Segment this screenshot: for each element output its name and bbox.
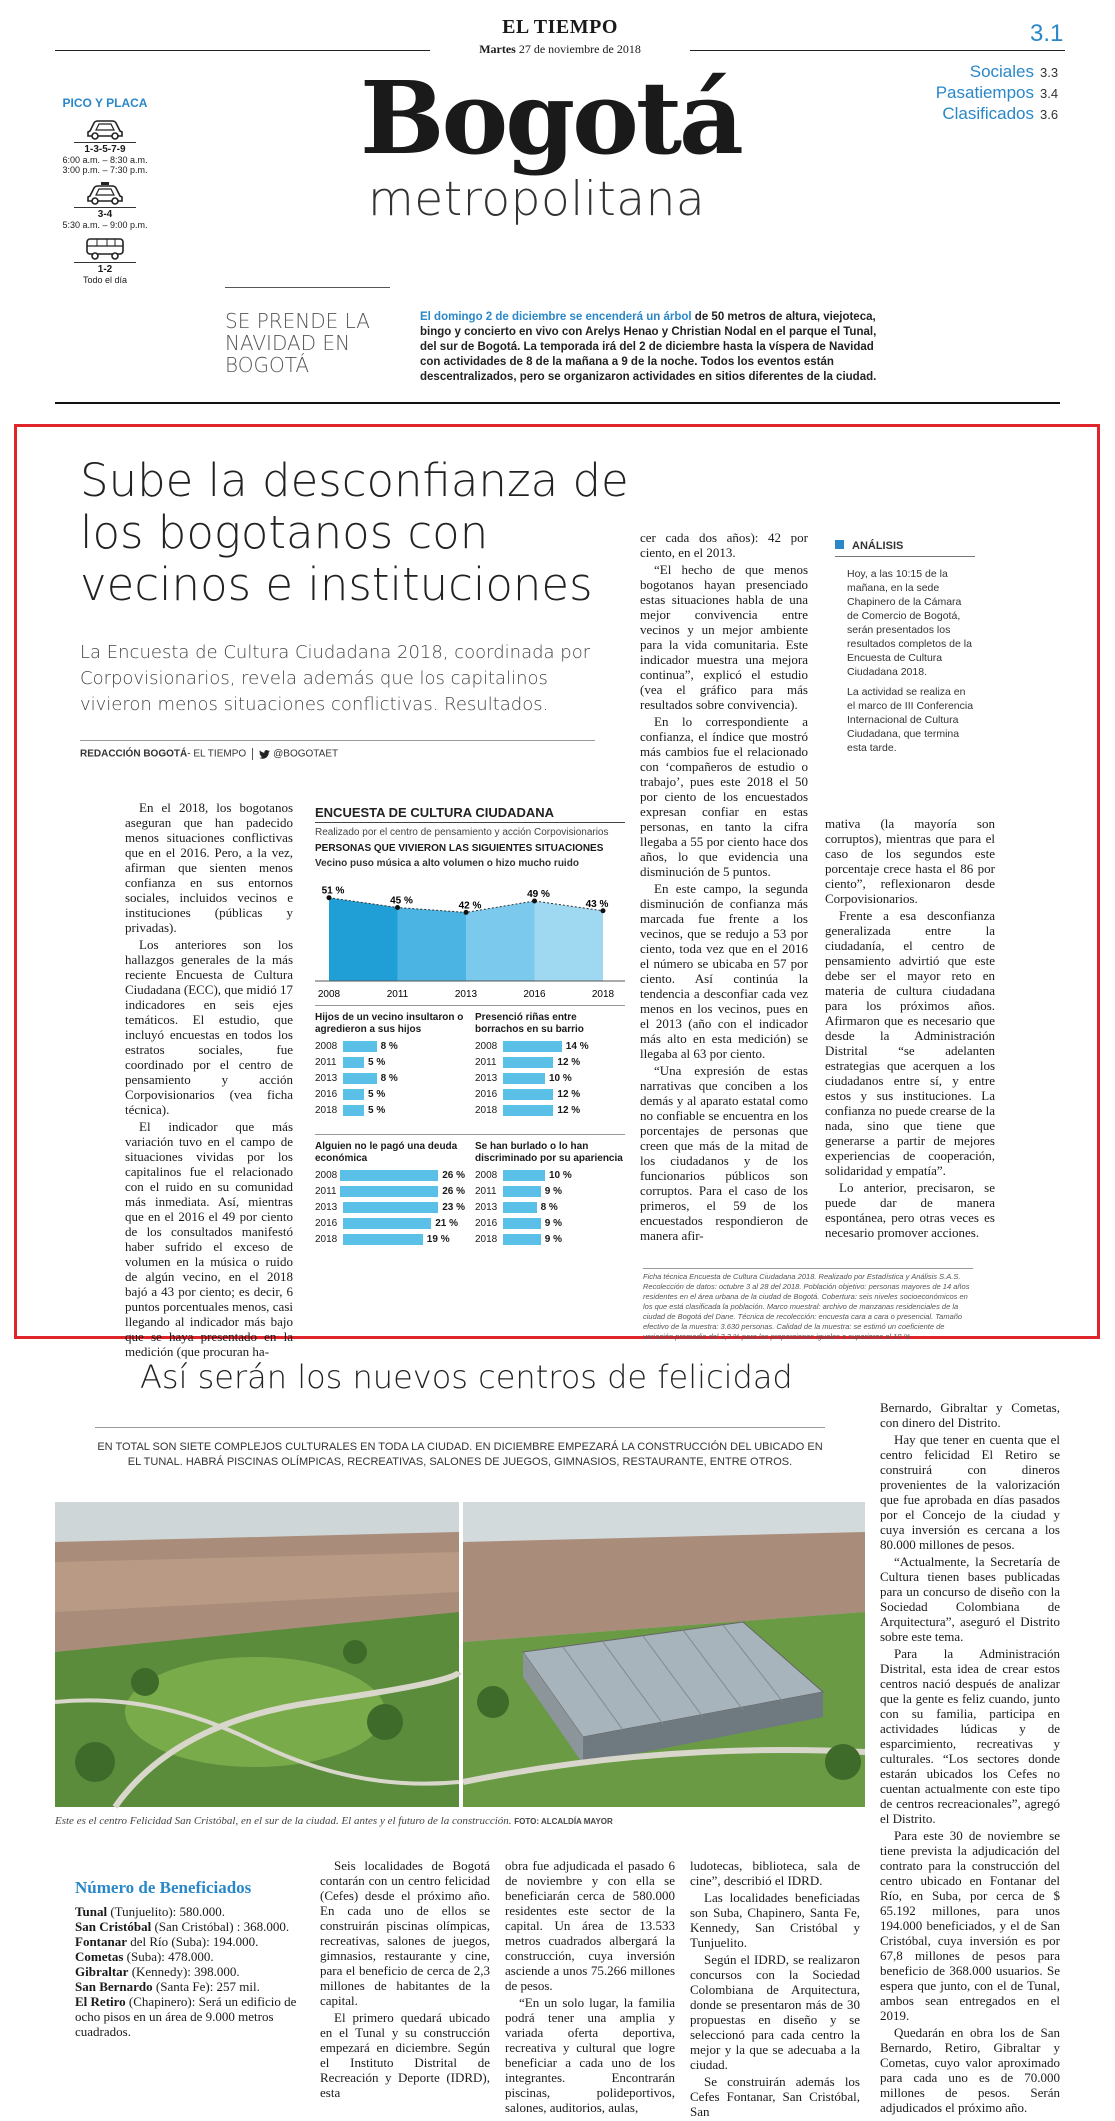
chart-series-title: Vecino puso música a alto volumen o hizo mucho ruido xyxy=(315,858,579,869)
beneficiary-row: San Cristóbal (San Cristóbal) : 368.000. xyxy=(75,1919,290,1934)
taxi-icon xyxy=(84,181,126,205)
bar-row xyxy=(475,1086,625,1102)
bar-row xyxy=(475,1183,625,1199)
promo-heading: SE PRENDE LA NAVIDAD EN BOGOTÁ xyxy=(225,309,370,377)
article-column xyxy=(640,530,808,1245)
bar-value-label: 8 % xyxy=(540,1201,558,1213)
category-label: 2013 xyxy=(475,1072,498,1084)
twitter-icon xyxy=(259,750,270,759)
article-deck: EN TOTAL SON SIETE COMPLEJOS CULTURALES EN TODA LA CIUDAD. EN DICIEMBRE EMPEZARÁ LA CONSTRUCCIÓN DEL UBICADO EN EL TUNAL. HABRÁ PISCINAS OLÍMPICAS, RECREATIVAS, SALONES DE JUEGOS, GIMNASIOS, RESTAURANTE, ENTRE OTROS. xyxy=(97,1441,823,1468)
bar-row xyxy=(475,1102,625,1118)
pyp-time: Todo el día xyxy=(82,275,128,285)
mini-chart-title: Presenció riñas entre borrachos en su barrio xyxy=(475,1012,584,1035)
paragraph: Las localidades beneficiadas son Suba, Chapinero, Santa Fe, Kennedy, San Cristóbal y Tunjuelito. xyxy=(690,1890,860,1950)
section-title: Bogotá xyxy=(360,59,741,177)
bar-value-label: 9 % xyxy=(544,1217,563,1229)
article-column xyxy=(320,1858,490,2102)
bar xyxy=(343,1105,364,1116)
bar xyxy=(343,1057,364,1068)
x-tick-label: 2008 xyxy=(317,989,341,1000)
bar-row xyxy=(315,1183,465,1199)
beneficiary-row: San Bernardo (Santa Fe): 257 mil. xyxy=(75,1979,260,1994)
pyp-time: 6:00 a.m. – 8:30 a.m. xyxy=(62,155,148,165)
bar-value-label: 12 % xyxy=(557,1088,581,1100)
x-tick-label: 2016 xyxy=(523,989,546,1000)
mini-bar-chart xyxy=(475,1012,625,1118)
bar xyxy=(503,1218,541,1229)
area-segment xyxy=(329,898,398,981)
bar-value-label: 12 % xyxy=(557,1056,581,1068)
beneficiaries-title: Número de Beneficiados xyxy=(75,1878,252,1897)
newspaper-brand: EL TIEMPO xyxy=(502,16,618,38)
deck-rule xyxy=(95,1427,825,1428)
bar xyxy=(343,1089,364,1100)
article-column xyxy=(690,1858,860,2121)
promo-text xyxy=(420,310,890,385)
data-label: 51 % xyxy=(321,885,345,897)
bar xyxy=(343,1041,377,1052)
pyp-plates: 1-2 xyxy=(74,262,136,275)
bar xyxy=(343,1234,423,1245)
paragraph: mativa (la mayoría son corruptos), mientras que para el caso de los segundos este porcentaje crece hasta el 86 por ciento”, reflexionaron desde Corpovisionarios. xyxy=(825,816,995,906)
bar-value-label: 8 % xyxy=(380,1040,398,1052)
bar-value-label: 5 % xyxy=(368,1056,386,1068)
category-label: 2016 xyxy=(315,1217,338,1229)
photo-credit: FOTO: ALCALDÍA MAYOR xyxy=(514,1817,613,1826)
chart-subtitle: Realizado por el centro de pensamiento y acción Corpovisionarios xyxy=(315,827,609,838)
section-subtitle: metropolitana xyxy=(368,172,706,227)
mini-bar-chart xyxy=(475,1141,625,1247)
beneficiary-row: Cometas (Suba): 478.000. xyxy=(75,1949,214,1964)
photo-caption: Este es el centro Felicidad San Cristóbal, en el sur de la ciudad. El antes y el futuro de la construcción. FOTO: ALCALDÍA MAYOR xyxy=(55,1815,613,1827)
byline xyxy=(80,748,338,760)
paragraph: Los anteriores son los hallazgos generales de la más reciente Encuesta de Cultura Ciudadana (ECC), que midió 17 indicadores en seis ejes temáticos. El estudio, que incluyó encuestas en todos los estratos sociales, fue coordinado por el centro de pensamiento y acción Corpovisionarios (vea ficha técnica). xyxy=(125,937,293,1117)
category-label: 2011 xyxy=(315,1185,337,1197)
bar-value-label: 26 % xyxy=(442,1169,465,1181)
pyp-time: 3:00 p.m. – 7:30 p.m. xyxy=(62,165,148,175)
byline-rule xyxy=(80,740,595,741)
category-label: 2011 xyxy=(475,1056,497,1068)
paragraph: “Una expresión de estas narrativas que conciben a los demás y al aparato estatal como no confiable se encuentra en los porcentajes de personas que creen que más de la mitad de los ciudadanos y de los funcionarios públicos son corruptos. Para el caso de los primeros, el 59 de los encuestados respondieron de manera afir- xyxy=(640,1063,808,1243)
bar-value-label: 14 % xyxy=(565,1040,589,1052)
beneficiary-row: Tunal (Tunjuelito): 580.000. xyxy=(75,1904,226,1919)
bar-value-label: 12 % xyxy=(557,1104,581,1116)
promo-body: de 50 metros de altura, viejoteca, bingo y concierto en vivo con Arelys Henao y Christian Nodal en el parque el Tunal, del sur de Bogotá. La temporada irá del 2 de diciembre hasta la víspera de Navidad con actividades de 8 de la mañana a 9 de la noche. Todos los eventos están descentralizados, pero se organizaron actividades en sitios diferentes de la ciudad. xyxy=(420,311,877,383)
category-label: 2011 xyxy=(475,1185,497,1197)
paragraph: “En un solo lugar, la familia podrá tener una amplia y variada oferta deportiva, recreativa y cultural que logre beneficiar a cada uno de los integrantes. Encontrarán piscinas, polideportivos, salones, auditorios, aulas, xyxy=(505,1995,675,2115)
paragraph: En lo correspondiente a confianza, el índice que mostró más cambios fue el relacionado con ‘compañeros de estudio o trabajo’, pues este 2018 el 50 por ciento de los encuestados expresan confiar en estas personas, en tanto la cifra llegaba a 55 por ciento hace dos años, lo que evidencia una disminución de 5 puntos. xyxy=(640,714,808,879)
promo-rule xyxy=(225,287,390,288)
paragraph: Bernardo, Gibraltar y Cometas, con dinero del Distrito. xyxy=(880,1400,1060,1430)
category-label: 2016 xyxy=(475,1088,498,1100)
paragraph: El indicador que más variación tuvo en el campo de situaciones vividas por los capitalinos fue el relacionado con el ruido en su comunidad más inmediata. Así, mientras que en el 2016 el 49 por ciento de los consultados manifestó haber sufrido el exceso de volumen en la música o ruido de algún vecino, en el 2018 bajó a 43 por ciento; es decir, 6 puntos porcentuales menos, casi llegando al indicador más bajo que se haya presentado en la medición (que procuran ha- xyxy=(125,1119,293,1359)
bar-row xyxy=(475,1231,625,1247)
category-label: 2016 xyxy=(315,1088,338,1100)
bar-row xyxy=(475,1054,625,1070)
beneficiary-row: Fontanar del Río (Suba): 194.000. xyxy=(75,1934,259,1949)
bar xyxy=(343,1218,431,1229)
bar-value-label: 9 % xyxy=(544,1185,563,1197)
page-number: 3.1 xyxy=(1030,20,1064,47)
paragraph: Se construirán además los Cefes Fontanar, San Cristóbal, San xyxy=(690,2074,860,2119)
paragraph: Lo anterior, precisaron, se puede dar de manera espontánea, pero otras veces es necesario promover acciones. xyxy=(825,1180,995,1240)
bar xyxy=(503,1170,545,1181)
data-label: 43 % xyxy=(585,898,609,910)
category-label: 2013 xyxy=(475,1201,498,1213)
section-link[interactable]: Sociales 3.3 xyxy=(969,62,1059,81)
byline-author: REDACCIÓN BOGOTÁ xyxy=(80,748,188,760)
bar-row xyxy=(315,1231,465,1247)
section-link[interactable]: Pasatiempos 3.4 xyxy=(935,83,1059,102)
analysis-paragraph: Hoy, a las 10:15 de la mañana, en la sede Chapinero de la Cámara de Comercio de Bogotá, serán presentados los resultados completos de la Encuesta de Cultura Ciudadana 2018. xyxy=(847,568,972,678)
bar-value-label: 21 % xyxy=(435,1217,458,1229)
x-tick-label: 2011 xyxy=(386,989,409,1000)
paragraph: “El hecho de que menos bogotanos hayan presenciado estas situaciones habla de una mejor convivencia entre vecinos y un mejor ambiente para la vida comunitaria. Este indicador muestra una mejora continua”, explicó el estudio (vea el gráfico para más resultados sobre convivencia). xyxy=(640,562,808,712)
mini-chart-title: Alguien no le pagó una deuda económica xyxy=(315,1141,458,1164)
bar-row xyxy=(475,1070,625,1086)
mini-bar-chart xyxy=(315,1012,465,1118)
category-label: 2016 xyxy=(475,1217,498,1229)
section-link[interactable]: Clasificados 3.6 xyxy=(942,104,1059,123)
square-bullet-icon xyxy=(835,540,844,549)
bar-row xyxy=(475,1199,625,1215)
paragraph: Según el IDRD, se realizaron concursos con la Sociedad Colombiana de Arquitectura, donde se presentaron más de 30 propuestas en diseño y se seleccionó para cada centro la mejor y la que se adecuaba a la ciudad. xyxy=(690,1952,860,2072)
category-label: 2018 xyxy=(475,1104,498,1116)
chart-section-heading: PERSONAS QUE VIVIERON LAS SIGUIENTES SITUACIONES xyxy=(315,843,604,854)
mini-bar-chart xyxy=(315,1141,465,1247)
chart-divider xyxy=(315,1134,625,1135)
category-label: 2018 xyxy=(475,1233,498,1245)
edition-date: Martes 27 de noviembre de 2018 xyxy=(479,42,641,56)
area-segment xyxy=(535,901,604,981)
bar-row xyxy=(475,1215,625,1231)
paragraph: Para la Administración Distrital, esta idea de crear estos centros nació después de analizar que la gente es feliz cuando, junto con su familia, participa en actividades lúdicas y de esparcimiento, recreativas y culturales. “Los sectores donde estarán ubicados los Cefes no cuentan actualmente con este tipo de centros recreacionales”, agregó el Distrito. xyxy=(880,1646,1060,1826)
pyp-time: 5:30 a.m. – 9:00 p.m. xyxy=(62,220,148,230)
bar xyxy=(343,1202,439,1213)
paragraph: Seis localidades de Bogotá contarán con un centro felicidad (Cefes) desde el próximo año. En cada uno de ellos se construirán piscinas olímpicas, recreativas, salones de juegos, gimnasios, restaurante y cine, para el beneficio de cerca de 2,3 millones de habitantes de la capital. xyxy=(320,1858,490,2008)
data-label: 42 % xyxy=(458,900,482,912)
article-headline: Sube la desconfianza de los bogotanos con vecinos e instituciones xyxy=(80,454,629,611)
bar-row xyxy=(315,1199,465,1215)
paragraph: ludotecas, biblioteca, sala de cine”, describió el IDRD. xyxy=(690,1858,860,1888)
bus-icon xyxy=(84,236,126,260)
paragraph: En este campo, la segunda disminución de confianza más marcada fue frente a los vecinos, que se redujo a 53 por ciento, toda vez que en el 2016 el número se ubicaba en 57 por ciento. Así continúa la tendencia a desconfiar cada vez menos en los vecinos, pues en el 2013 (año con el indicador más alto en esta medición) se llegaba al 63 por ciento. xyxy=(640,881,808,1061)
tech-sheet: Ficha técnica Encuesta de Cultura Ciudadana 2018. Realizado por Estadística y Análisis S.A.S. Recolección de datos: octubre 3 al 28 del 2018. Población objetivo: personas mayores de 14 años residentes en el área urbana de la ciudad de Bogotá. Cobertura: seis niveles socioeconómicos en los que está clasificada la población. Marco muestral: archivo de manzanas residenciales de la ciudad de Bogotá del Dane. Técnica de recolección: encuesta cara a cara o presencial. Tamaño efectivo de la muestra: 3.630 personas. Calidad de la muestra: se estimó un coeficiente de variación promedio del 3,3 % para las proporciones iguales o superiores al 10 %. xyxy=(643,1268,973,1342)
photo-rendering xyxy=(463,1502,865,1807)
mini-chart-title: Hijos de un vecino insultaron o agredieron a sus hijos xyxy=(315,1012,464,1035)
article-column xyxy=(505,1858,675,2117)
bar-row xyxy=(315,1086,465,1102)
category-label: 2008 xyxy=(475,1169,498,1181)
bar-row xyxy=(315,1215,465,1231)
data-label: 49 % xyxy=(527,888,550,900)
beneficiaries-box xyxy=(75,1878,310,2039)
bar xyxy=(503,1073,545,1084)
pyp-block-car xyxy=(50,116,160,175)
pyp-plates: 3-4 xyxy=(74,207,136,220)
area-segment xyxy=(466,901,535,981)
pico-y-placa-title: PICO Y PLACA xyxy=(62,96,148,110)
category-label: 2018 xyxy=(315,1233,338,1245)
analysis-paragraph: La actividad se realiza en el marco de III Conferencia Internacional de Cultura Ciudadana, que termina esta tarde. xyxy=(847,686,974,754)
bar-value-label: 10 % xyxy=(549,1072,572,1084)
paragraph: Quedarán en obra los de San Bernardo, Retiro, Gibraltar y Cometas, cuyo valor aproximado para cada uno es de 70.000 millones de pesos. Serán adjudicados el próximo año. xyxy=(880,2025,1060,2115)
bar-value-label: 8 % xyxy=(380,1072,398,1084)
beneficiary-row: Gibraltar (Kennedy): 398.000. xyxy=(75,1964,240,1979)
bar-value-label: 23 % xyxy=(442,1201,465,1213)
beneficiary-row: El Retiro (Chapinero): Será un edificio de ocho pisos en un área de 9.000 metros cuadrados. xyxy=(75,1994,297,2039)
paragraph: obra fue adjudicada el pasado 6 de noviembre y con ella se beneficiarán cerca de 580.000 residentes este sector de la capital. Un área de 13.533 metros cuadrados albergará la construcción, cuya inversión asciende a unos 75.266 millones de pesos. xyxy=(505,1858,675,1993)
article-column xyxy=(880,1400,1060,2117)
bar xyxy=(340,1186,438,1197)
x-tick-label: 2013 xyxy=(454,989,478,1000)
pyp-block-bus xyxy=(50,236,160,285)
sections-index[interactable] xyxy=(936,62,1060,125)
bar-value-label: 9 % xyxy=(544,1233,563,1245)
bar-row xyxy=(315,1102,465,1118)
bar-value-label: 19 % xyxy=(426,1233,450,1245)
pyp-block-taxi xyxy=(50,181,160,230)
bar xyxy=(503,1057,553,1068)
bar xyxy=(503,1089,553,1100)
bar-row xyxy=(315,1054,465,1070)
article-column xyxy=(125,800,293,1361)
paragraph: Para este 30 de noviembre se tiene prevista la adjudicación del contrato para la construcción del centro ubicado en Fontanar del Río, en Suba, por cerca de $ 65.192 millones, para unos 194.000 beneficiados, y el de San Cristóbal, cuya inversión es por 67,8 millones de pesos para beneficio de 368.000 usuarios. Se espera que junto, con el de Tunal, ambos sean entregados en el 2019. xyxy=(880,1828,1060,2023)
bar xyxy=(503,1186,541,1197)
photo-before xyxy=(55,1502,459,1807)
twitter-handle[interactable]: @BOGOTAET xyxy=(273,748,339,760)
bar-value-label: 26 % xyxy=(442,1185,465,1197)
bar-row xyxy=(315,1167,465,1183)
paragraph: Hay que tener en cuenta que el centro felicidad El Retiro se construirá con dineros provenientes de la valorización que fue aprobada en días pasados por el Concejo de la ciudad y cuya inversión es cercana a los 80.000 millones de pesos. xyxy=(880,1432,1060,1552)
bar-row xyxy=(475,1167,625,1183)
bar-value-label: 5 % xyxy=(368,1104,386,1116)
paragraph: cer cada dos años): 42 por ciento, en el 2013. xyxy=(640,530,808,560)
survey-chart xyxy=(315,805,625,1266)
area-chart xyxy=(315,873,625,1003)
bar xyxy=(503,1105,553,1116)
promo-lead: El domingo 2 de diciembre se encenderá un árbol xyxy=(420,311,692,323)
analysis-label: ANÁLISIS xyxy=(835,540,975,557)
article-deck: La Encuesta de Cultura Ciudadana 2018, coordinada por Corpovisionarios, revela además que los capitalinos vivieron menos situaciones conflictivas. Resultados. xyxy=(80,642,591,715)
category-label: 2018 xyxy=(315,1104,338,1116)
mini-chart-title: Se han burlado o lo han discriminado por su apariencia xyxy=(475,1141,623,1164)
paragraph: Frente a esa desconfianza generalizada entre la ciudadanía, el centro de pensamiento advirtió que este debe ser el mayor reto en materia de cultura ciudadana para los próximos años. Afirmaron que es necesario que desde la Administración Distrital “se adelanten estrategias que acerquen a los ciudadanos entre sí, y entre estos y sus instituciones. La confianza no puede crearse de la nada, sino que tiene que generarse a partir de mejores experiencias de cooperación, solidaridad y empatía”. xyxy=(825,908,995,1178)
bar-value-label: 5 % xyxy=(368,1088,386,1100)
bar xyxy=(503,1041,562,1052)
paragraph: “Actualmente, la Secretaría de Cultura tienen bases publicadas para un concurso de diseño con la Sociedad Colombiana de Arquitectura”, aseguró el Distrito sobre este tema. xyxy=(880,1554,1060,1644)
header-rule xyxy=(55,402,1060,404)
article-column xyxy=(825,816,995,1242)
category-label: 2013 xyxy=(315,1072,338,1084)
bar xyxy=(503,1202,537,1213)
category-label: 2008 xyxy=(315,1169,338,1181)
category-label: 2008 xyxy=(315,1040,338,1052)
bar-row xyxy=(315,1038,465,1054)
masthead-rule-left xyxy=(55,50,430,51)
area-segment xyxy=(398,908,467,982)
chart-title: ENCUESTA DE CULTURA CIUDADANA xyxy=(315,805,625,823)
paragraph: El primero quedará ubicado en el Tunal y su construcción empezará en diciembre. Según el Instituto Distrital de Recreación y Deporte (IDRD), esta xyxy=(320,2010,490,2100)
data-label: 45 % xyxy=(390,895,413,907)
bar xyxy=(503,1234,541,1245)
bar-row xyxy=(475,1038,625,1054)
masthead-rule-right xyxy=(690,50,1065,51)
category-label: 2013 xyxy=(315,1201,338,1213)
bar xyxy=(343,1073,377,1084)
analysis-box xyxy=(835,540,975,761)
category-label: 2011 xyxy=(315,1056,337,1068)
bar-value-label: 10 % xyxy=(549,1169,572,1181)
pico-y-placa xyxy=(50,96,160,291)
x-tick-label: 2018 xyxy=(591,989,615,1000)
byline-suffix: - EL TIEMPO xyxy=(187,748,247,760)
article-headline: Así serán los nuevos centros de felicidad xyxy=(140,1358,793,1396)
pyp-plates: 1-3-5-7-9 xyxy=(74,142,136,155)
bar xyxy=(340,1170,438,1181)
car-icon xyxy=(84,116,126,140)
paragraph: En el 2018, los bogotanos aseguran que han padecido menos situaciones conflictivas que en el 2016. Pero, a la vez, afirman que sienten menos confianza en sus entornos sociales, incluidos vecinos e instituciones (públicas y privadas). xyxy=(125,800,293,935)
bar-row xyxy=(315,1070,465,1086)
category-label: 2008 xyxy=(475,1040,498,1052)
